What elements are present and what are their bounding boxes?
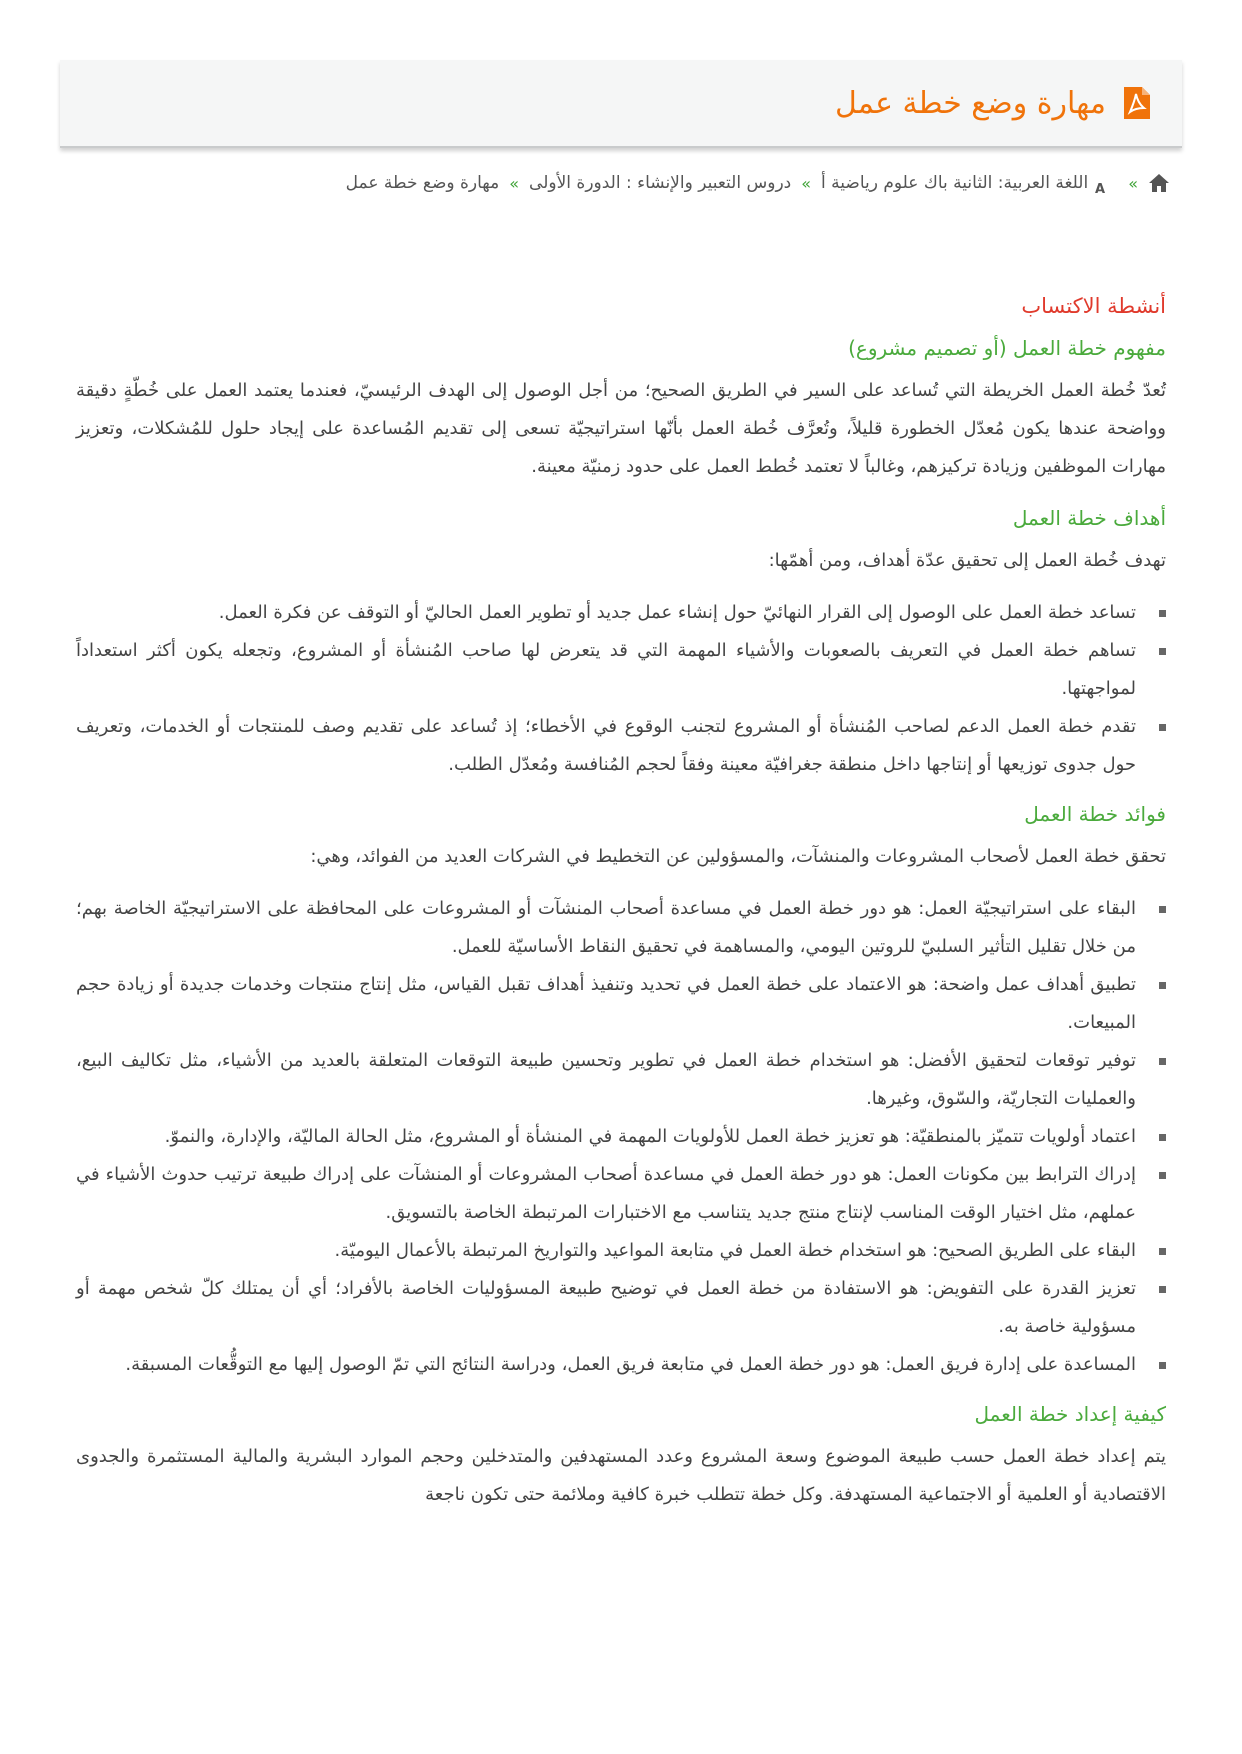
list-item: المساعدة على إدارة فريق العمل: هو دور خطة العمل في متابعة فريق العمل، ودراسة النتائج التي تمّ الوصول إليها مع التوقُّعات المسبقة. [76, 1346, 1166, 1384]
breadcrumb-item-current[interactable]: مهارة وضع خطة عمل [345, 173, 500, 193]
svg-text:A: A [1095, 182, 1106, 194]
list-item: البقاء على الطريق الصحيح: هو استخدام خطة العمل في متابعة المواعيد والتواريخ المرتبطة بالأعمال اليوميّة. [76, 1232, 1166, 1270]
list-item: إدراك الترابط بين مكونات العمل: هو دور خطة العمل في مساعدة أصحاب المشروعات أو المنشآت على إدراك طبيعة ترتيب حدوث الأشياء في عملهم، مثل اختيار الوقت المناسب لإنتاج منتج جديد يتناسب مع الاختبارات المرتبطة الخاصة بالتسويق. [76, 1156, 1166, 1232]
page-title-bar [60, 60, 1182, 148]
breadcrumb [60, 168, 1182, 198]
section-heading-goals: أهداف خطة العمل [1012, 506, 1166, 530]
section-heading-preparation: كيفية إعداد خطة العمل [974, 1402, 1166, 1426]
list-item: البقاء على استراتيجيّة العمل: هو دور خطة العمل في مساعدة أصحاب المنشآت أو المشروعات على المحافظة على الاستراتيجيّة الخاصة بهم؛ من خلال تقليل التأثير السلبيّ للروتين اليومي، والمساهمة في تحقيق النقاط الأساسيّة للعمل. [76, 890, 1166, 966]
list-item: تساهم خطة العمل في التعريف بالصعوبات والأشياء المهمة التي قد يتعرض لها صاحب المُنشأة أو المشروع، وتجعله يكون أكثر استعداداً لمواجهتها. [76, 632, 1166, 708]
breadcrumb-separator: » [509, 173, 520, 193]
list-item: تعزيز القدرة على التفويض: هو الاستفادة من خطة العمل في توضيح طبيعة المسؤوليات الخاصة بالأفراد؛ أي أن يمتلك كلّ شخص مهمة أو مسؤولية خاصة به. [76, 1270, 1166, 1346]
list-item: تساعد خطة العمل على الوصول إلى القرار النهائيّ حول إنشاء عمل جديد أو تطوير العمل الحاليّ أو التوقف عن فكرة العمل. [76, 594, 1166, 632]
section-heading-concept: مفهوم خطة العمل (أو تصميم مشروع) [848, 336, 1166, 360]
preparation-paragraph: يتم إعداد خطة العمل حسب طبيعة الموضوع وسعة المشروع وعدد المستهدفين والمتدخلين وحجم الموارد البشرية والمالية المستثمرة والجدوى الاقتصادية أو العلمية أو الاجتماعية المستهدفة. وكل خطة تتطلب خبرة كافية وملائمة حتى تكون ناجعة [76, 1446, 1166, 1505]
goals-intro: تهدف خُطة العمل إلى تحقيق عدّة أهداف، ومن أهمّها: [768, 550, 1166, 571]
section-heading-acquisition: أنشطة الاكتساب [1021, 294, 1166, 318]
concept-paragraph: تُعدّ خُطة العمل الخريطة التي تُساعد على السير في الطريق الصحيح؛ من أجل الوصول إلى الهدف الرئيسيّ، فعندما يعتمد العمل على خُطّةٍ دقيقة وواضحة عندها يكون مُعدّل الخطورة قليلاً، وتُعرَّف خُطة العمل بأنّها استراتيجيّة تسعى إلى تقديم المُساعدة على إيجاد حلول للمُشكلات، وتعزيز مهارات الموظفين وزيادة تركيزهم، وغالباً لا تعتمد خُطط العمل على حدود زمنيّة معينة. [76, 380, 1166, 477]
pdf-icon[interactable] [1122, 85, 1152, 121]
list-item: توفير توقعات لتحقيق الأفضل: هو استخدام خطة العمل في تطوير وتحسين طبيعة التوقعات المتعلقة بالعديد من الأشياء، مثل تكاليف البيع، والعمليات التجاريّة، والسّوق، وغيرها. [76, 1042, 1166, 1118]
home-icon[interactable] [1148, 173, 1170, 193]
breadcrumb-item-lessons[interactable]: دروس التعبير والإنشاء : الدورة الأولى [529, 173, 792, 193]
breadcrumb-separator: » [1128, 173, 1138, 193]
list-item: تقدم خطة العمل الدعم لصاحب المُنشأة أو المشروع لتجنب الوقوع في الأخطاء؛ إذ تُساعد على تقديم وصف للمنتجات أو الخدمات، وتعريف حول جدوى توزيعها أو إنتاجها داخل منطقة جغرافيّة معينة وفقاً لحجم المُنافسة ومُعدّل الطلب. [76, 708, 1166, 784]
benefits-list [76, 890, 1166, 1384]
breadcrumb-item-arabic-language[interactable]: اللغة العربية: الثانية باك علوم رياضية أ [821, 173, 1089, 193]
translate-icon [1094, 172, 1118, 194]
list-item: اعتماد أولويات تتميّز بالمنطقيّة: هو تعزيز خطة العمل للأولويات المهمة في المنشأة أو المشروع، مثل الحالة الماليّة، والإدارة، والنموّ. [76, 1118, 1166, 1156]
article-content [76, 294, 1166, 1514]
section-heading-benefits: فوائد خطة العمل [1024, 802, 1166, 826]
page-title: مهارة وضع خطة عمل [835, 85, 1106, 121]
goals-list [76, 594, 1166, 784]
breadcrumb-separator: » [801, 173, 812, 193]
benefits-intro: تحقق خطة العمل لأصحاب المشروعات والمنشآت، والمسؤولين عن التخطيط في الشركات العديد من الفوائد، وهي: [310, 846, 1166, 867]
list-item: تطبيق أهداف عمل واضحة: هو الاعتماد على خطة العمل في تحديد وتنفيذ أهداف تقبل القياس، مثل إنتاج منتجات وخدمات جديدة أو زيادة حجم المبيعات. [76, 966, 1166, 1042]
